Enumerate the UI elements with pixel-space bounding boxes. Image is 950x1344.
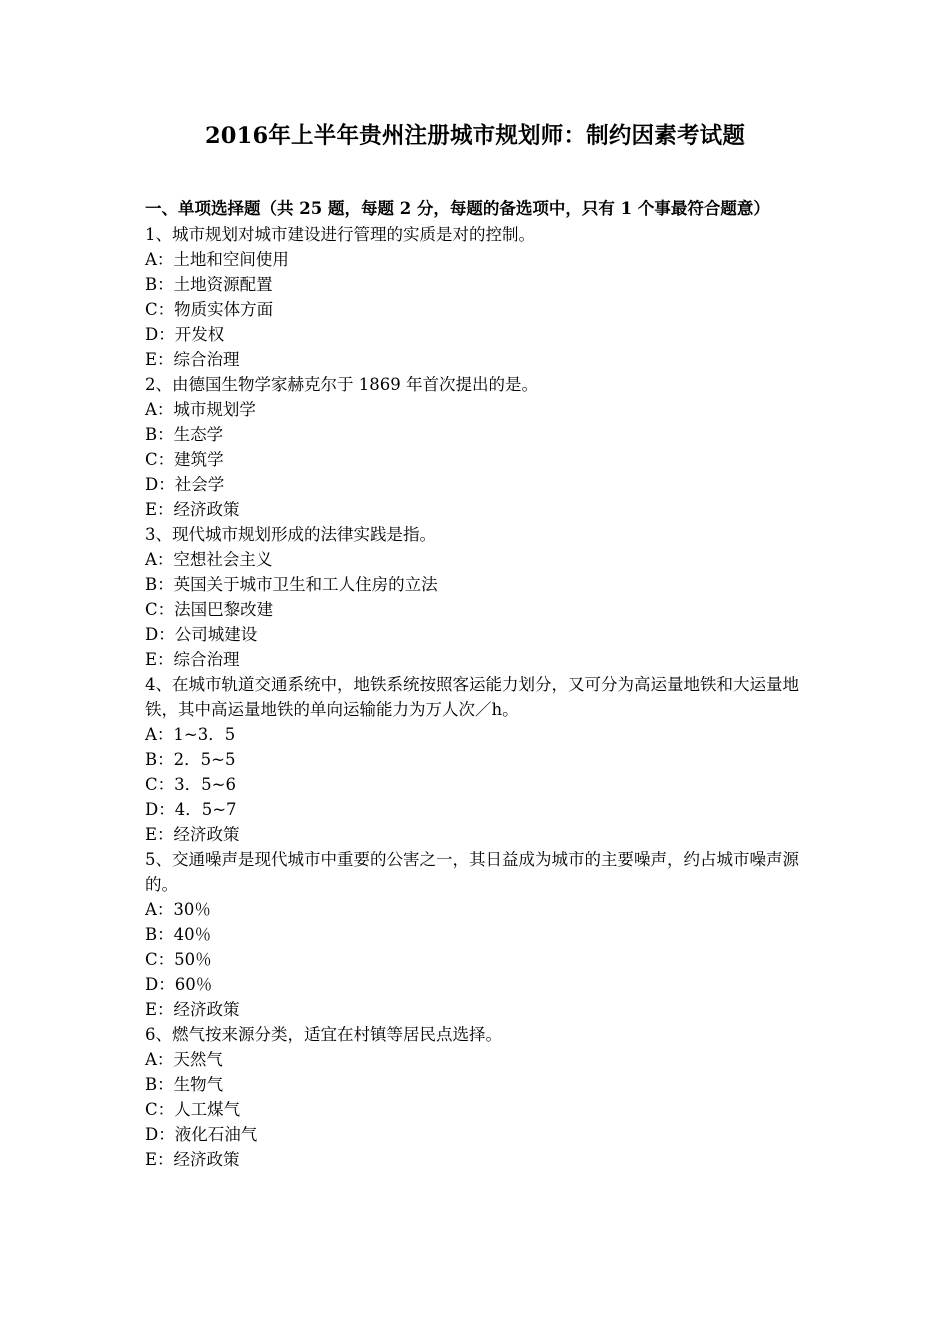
question-stem: 1、城市规划对城市建设进行管理的实质是对的控制。 <box>145 225 535 244</box>
option-list <box>145 247 810 372</box>
question-2 <box>145 372 810 522</box>
document-body <box>145 196 810 1172</box>
option-e: E：综合治理 <box>145 350 240 369</box>
option-c: C：建筑学 <box>145 450 224 469</box>
option-c: C：3．5~6 <box>145 775 236 794</box>
question-1 <box>145 222 810 372</box>
option-e: E：经济政策 <box>145 1150 240 1169</box>
option-b: B：英国关于城市卫生和工人住房的立法 <box>145 575 438 594</box>
option-e: E：经济政策 <box>145 1000 240 1019</box>
option-list <box>145 897 810 1022</box>
option-a: A：空想社会主义 <box>145 550 273 569</box>
option-e: E：经济政策 <box>145 500 240 519</box>
option-d: D：开发权 <box>145 325 225 344</box>
question-3 <box>145 522 810 672</box>
option-d: D：60％ <box>145 975 213 994</box>
question-stem: 5、交通噪声是现代城市中重要的公害之一，其日益成为城市的主要噪声，约占城市噪声源的。 <box>145 850 799 894</box>
option-b: B：生物气 <box>145 1075 224 1094</box>
option-e: E：综合治理 <box>145 650 240 669</box>
option-list <box>145 547 810 672</box>
option-d: D：液化石油气 <box>145 1125 258 1144</box>
option-a: A：天然气 <box>145 1050 223 1069</box>
option-b: B：生态学 <box>145 425 224 444</box>
page-title: 2016年上半年贵州注册城市规划师：制约因素考试题 <box>204 123 746 149</box>
section-heading: 一、单项选择题（共 25 题，每题 2 分，每题的备选项中，只有 1 个事最符合题意） <box>145 199 770 218</box>
option-b: B：土地资源配置 <box>145 275 273 294</box>
question-6 <box>145 1022 810 1172</box>
question-stem: 3、现代城市规划形成的法律实践是指。 <box>145 525 436 544</box>
option-a: A：1~3．5 <box>145 725 236 744</box>
option-d: D：4．5~7 <box>145 800 237 819</box>
option-e: E：经济政策 <box>145 825 240 844</box>
question-stem: 6、燃气按来源分类，适宜在村镇等居民点选择。 <box>145 1025 502 1044</box>
option-d: D：公司城建设 <box>145 625 258 644</box>
option-b: B：40％ <box>145 925 212 944</box>
option-b: B：2．5~5 <box>145 750 236 769</box>
question-4 <box>145 672 810 847</box>
option-a: A：30％ <box>145 900 211 919</box>
question-stem: 2、由德国生物学家赫克尔于 1869 年首次提出的是。 <box>145 375 538 394</box>
option-c: C：物质实体方面 <box>145 300 274 319</box>
option-list <box>145 1047 810 1172</box>
question-stem: 4、在城市轨道交通系统中，地铁系统按照客运能力划分，又可分为高运量地铁和大运量地铁，其中高运量地铁的单向运输能力为万人次／h。 <box>145 675 799 719</box>
option-a: A：土地和空间使用 <box>145 250 289 269</box>
option-list <box>145 397 810 522</box>
option-c: C：50％ <box>145 950 212 969</box>
question-5 <box>145 847 810 1022</box>
option-c: C：人工煤气 <box>145 1100 241 1119</box>
option-a: A：城市规划学 <box>145 400 256 419</box>
option-list <box>145 722 810 847</box>
option-d: D：社会学 <box>145 475 225 494</box>
option-c: C：法国巴黎改建 <box>145 600 274 619</box>
